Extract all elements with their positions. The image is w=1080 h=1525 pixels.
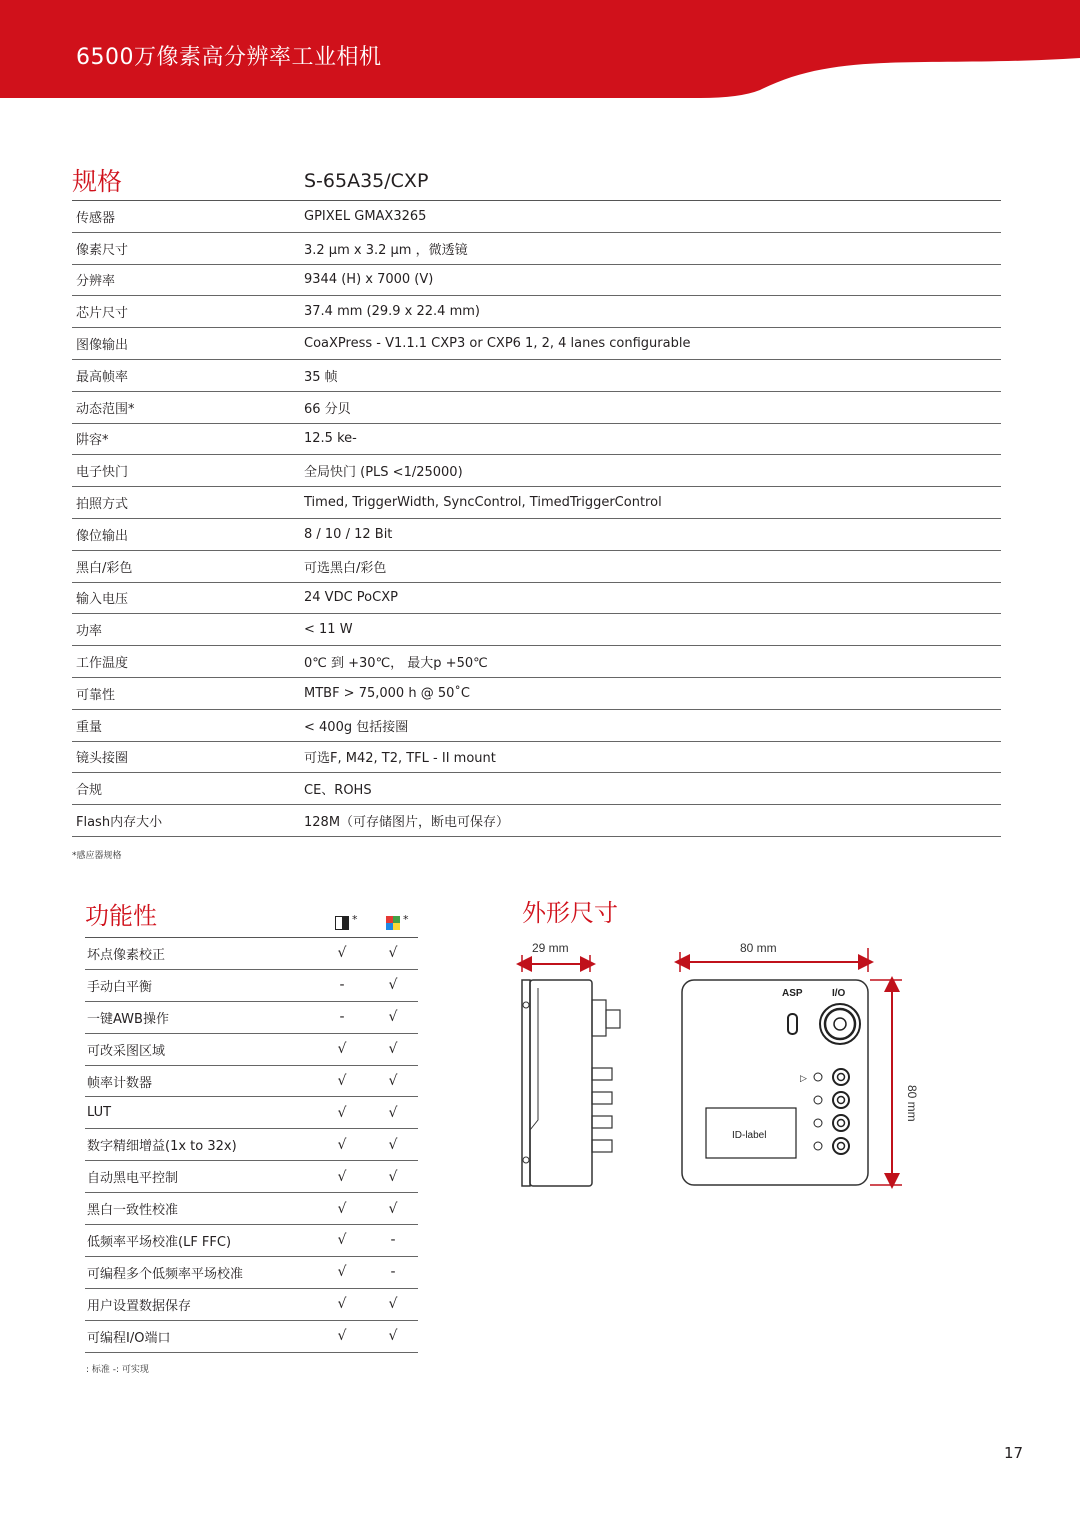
features-heading: 功能性 [85,902,157,930]
width-label: 80 mm [740,941,777,955]
feature-row [85,938,418,970]
spec-label: Flash内存大小 [76,815,163,831]
feature-row [85,1066,418,1098]
specs-table [72,200,1001,837]
spec-value: 可选黑白/彩色 [304,560,387,576]
spec-row [72,233,1001,265]
spec-label: 功率 [76,624,103,640]
dimension-drawing [510,930,920,1200]
spec-row [72,392,1001,424]
spec-label: 电子快门 [76,465,129,481]
feature-name: 黑白一致性校准 [87,1203,179,1219]
spec-row [72,360,1001,392]
spec-label: 输入电压 [76,592,129,608]
model-name: S-65A35/CXP [304,170,429,192]
mono-support-mark: - [339,1009,345,1026]
spec-label: 拍照方式 [76,497,129,513]
feature-name: 用户设置数据保存 [87,1298,192,1314]
spec-label: 像素尺寸 [76,242,129,258]
spec-row [72,614,1001,646]
spec-value: 24 VDC PoCXP [304,590,398,606]
feature-name: 坏点像素校正 [87,947,166,963]
spec-value: < 11 W [304,622,353,638]
mono-support-mark: √ [337,1041,347,1058]
feature-row [85,1257,418,1289]
spec-label: 图像输出 [76,338,129,354]
spec-row [72,201,1001,233]
spec-value: 可选F, M42, T2, TFL - II mount [304,751,496,767]
feature-name: 手动白平衡 [87,979,153,995]
color-support-mark: √ [388,1136,398,1153]
page-title: 6500万像素高分辨率工业相机 [76,45,382,70]
spec-value: 9344 (H) x 7000 (V) [304,272,434,288]
spec-label: 芯片尺寸 [76,306,129,322]
spec-row [72,296,1001,328]
feature-name: 自动黑电平控制 [87,1171,179,1187]
color-support-mark: √ [388,1041,398,1058]
mono-asterisk: * [352,913,358,926]
mono-support-mark: √ [337,1232,347,1249]
spec-row [72,487,1001,519]
mono-support-mark: √ [337,1136,347,1153]
spec-value: CE、ROHS [304,783,372,799]
dimensions-heading: 外形尺寸 [522,899,618,927]
mono-support-mark: √ [337,1073,347,1089]
feature-row [85,1002,418,1034]
feature-row [85,1034,418,1066]
front-view [680,941,919,1185]
feature-name: 可编程多个低频率平场校准 [87,1266,244,1282]
page-number: 17 [1004,1444,1024,1462]
specs-heading: 规格 [72,167,123,196]
mono-support-mark: - [339,977,345,994]
io-label: I/O [832,988,846,999]
spec-label: 最高帧率 [76,369,129,385]
spec-row [72,551,1001,583]
mono-support-mark: √ [337,945,347,962]
spec-label: 阱容* [76,433,109,449]
feature-row [85,1321,418,1353]
spec-row [72,646,1001,678]
feature-name: 可改采图区域 [87,1043,166,1059]
color-support-mark: √ [388,1168,398,1185]
mono-support-mark: √ [337,1264,347,1281]
color-support-mark: √ [388,1328,398,1345]
spec-label: 黑白/彩色 [76,560,133,576]
feature-row [85,1129,418,1161]
spec-value: Timed, TriggerWidth, SyncControl, TimedTriggerControl [304,495,662,511]
spec-label: 传感器 [76,210,116,226]
spec-label: 工作温度 [76,656,129,672]
feature-name: 一键AWB操作 [87,1011,169,1027]
spec-label: 合规 [76,783,103,799]
feature-row [85,970,418,1002]
spec-value: CoaXPress - V1.1.1 CXP3 or CXP6 1, 2, 4 lanes configurable [304,336,691,352]
spec-value: 3.2 µm x 3.2 µm ，微透镜 [304,242,468,258]
features-table [85,937,418,1353]
mono-support-mark: √ [337,1200,347,1217]
svg-text:▷: ▷ [800,1074,807,1084]
spec-row [72,742,1001,774]
spec-value: MTBF > 75,000 h @ 50˚C [304,685,470,701]
spec-row [72,455,1001,487]
spec-row [72,773,1001,805]
color-support-mark: √ [388,1009,398,1026]
feature-row [85,1225,418,1257]
feature-row [85,1289,418,1321]
monochrome-icon [335,916,349,930]
feature-row [85,1097,418,1129]
side-view [522,941,620,1186]
spec-label: 重量 [76,719,103,735]
spec-row [72,678,1001,710]
color-icon [386,916,400,930]
spec-value: < 400g 包括接圈 [304,719,409,735]
spec-value: 37.4 mm (29.9 x 22.4 mm) [304,304,480,320]
feature-name: 低频率平场校准(LF FFC) [87,1234,232,1250]
feature-name: LUT [87,1105,112,1121]
spec-label: 可靠性 [76,687,116,703]
feature-row [85,1193,418,1225]
spec-label: 分辨率 [76,274,116,290]
mono-support-mark: √ [337,1168,347,1185]
spec-row [72,265,1001,297]
height-label: 80 mm [905,1085,919,1122]
feature-row [85,1161,418,1193]
specs-footnote: *感应器规格 [72,851,122,861]
spec-value: 12.5 ke- [304,431,357,447]
spec-row [72,424,1001,456]
feature-name: 可编程I/O端口 [87,1330,171,1346]
spec-value: 66 分贝 [304,401,351,417]
asp-label: ASP [782,988,803,999]
spec-row [72,805,1001,837]
spec-value: 8 / 10 / 12 Bit [304,526,393,542]
spec-row [72,519,1001,551]
color-support-mark: √ [388,945,398,962]
spec-value: 0℃ 到 +30℃， 最大p +50℃ [304,656,488,672]
spec-row [72,710,1001,742]
color-support-mark: √ [388,1104,398,1121]
spec-label: 动态范围* [76,401,135,417]
spec-value: GPIXEL GMAX3265 [304,208,427,224]
color-support-mark: - [390,1232,396,1249]
mono-support-mark: √ [337,1328,347,1345]
spec-row [72,328,1001,360]
spec-value: 128M（可存储图片，断电可保存） [304,815,510,831]
feature-name: 数字精细增益(1x to 32x) [87,1139,237,1155]
mono-support-mark: √ [337,1104,347,1121]
color-support-mark: √ [388,1073,398,1089]
depth-label: 29 mm [532,941,569,955]
color-support-mark: √ [388,977,398,994]
mono-support-mark: √ [337,1296,347,1313]
spec-value: 35 帧 [304,369,338,385]
color-support-mark: - [390,1264,396,1281]
spec-value: 全局快门 (PLS <1/25000) [304,465,463,481]
color-support-mark: √ [388,1200,398,1217]
spec-row [72,583,1001,615]
spec-label: 像位输出 [76,528,129,544]
color-support-mark: √ [388,1296,398,1313]
features-footnote: : 标准 -: 可实现 [86,1365,149,1375]
spec-label: 镜头接圈 [76,751,129,767]
feature-name: 帧率计数器 [87,1075,153,1091]
color-asterisk: * [403,913,409,926]
id-label-text: ID-label [732,1130,767,1141]
header-banner [0,0,1080,100]
